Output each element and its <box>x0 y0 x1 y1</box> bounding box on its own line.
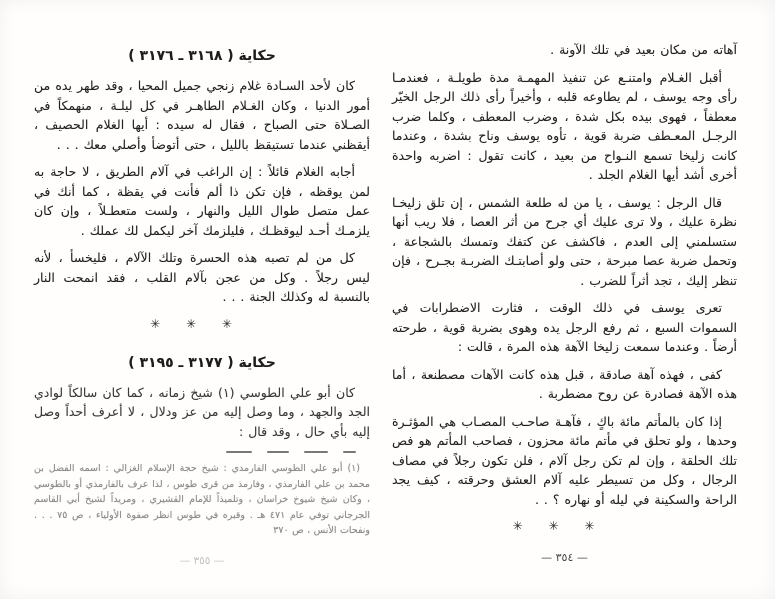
page-number: — ٣٥٥ — <box>179 554 225 567</box>
page-number: — ٣٥٤ — <box>541 551 588 564</box>
paragraph: كفى ، فهذه آهة صادقة ، قبل هذه كانت الآهات مصطنعة ، أما هذه الآهة فصادرة عن روح مضطربة . <box>392 366 737 401</box>
paragraph: كل من لم تصبه هذه الحسرة وتلك الآلام ، فليخسأ ، لأنه ليس رجلاً . وكل من عجن بآلام القلب ، فقد انمحت النار بالنسبة له وكذلك الجنة . . . <box>34 250 370 304</box>
paragraph: تعرى يوسف في ذلك الوقت ، فثارت الاضطرابات في السموات السبع ، ثم رفع الرجل يده وهوى بضربة قوية ، طرحته أرضاً . وعندما سمعت زليخا الآهة هذه المرة ، قالت : <box>392 300 737 354</box>
separator-dash <box>226 451 252 453</box>
stars-ornament-separator: ✳ ✳ ✳ <box>512 519 606 533</box>
paragraph-continuation: آهاته من مكان بعيد في تلك الآونة . <box>550 42 737 57</box>
stars-ornament-separator: ✳ ✳ ✳ <box>150 316 243 331</box>
paragraph: أقبل الغـلام وامتنـع عن تنفيذ المهمـة مدة طويلـة ، فعندمـا رأى وجه يوسف ، لم يطاوعه قلبه ، وأخيراً رأى ذلك الرجل الخيّر معطفاً ، فهوى بيده بكل شدة ، وضرب المعطف ، وكلما ضرب الرجـل المعـطف ضربة قوية ، تأوه يوسف وناح بشدة ، وعندما كانت زليخا تسمع النـواح من بعيد ، كانت تقول : اضربه واحدة أخرى أشد أيها الغلام الجلد . <box>392 69 737 182</box>
separator-dash <box>304 451 328 453</box>
story-title: حكاية ( ٣١٦٨ ـ ٣١٧٦ ) <box>128 48 276 64</box>
paragraph: كان لأحد السـادة غلام زنجي جميل المحيا ، وقد طهر يده من أمور الدنيا ، وكان الغـلام الطاهـر في كل ليلـة ، منهمكاً في الصـلاة حتى الصباح ، فقال له سيده : أيها الغلام الحصيف ، أيقظني عندما تستيقظ بالليل ، حتى أتوضأ وأصلي معك . . . <box>34 78 370 152</box>
footnote-separator <box>34 451 356 453</box>
footnote: (١) أبو علي الطوسي الفارمدي : شيخ حجة الإسلام الغزالي : اسمه الفضل بن محمد بن علي الفارمذي ، وفارمذ من قرى طوس ، لذا عرف بالفارمذي أو بالطوسي ، وكان شيخ شيوخ خراسان ، وتلميذاً للإمام القشيري ، ومريداً لشيخ أبي القاسم الجرجاني توفي عام ٤٧١ هـ . وقبره في طوس انظر صفوة الأولياء ، ص ٧٥ . . . ونفحات الأنس ، ص ٣٧٠ <box>34 463 370 536</box>
separator-dash <box>267 451 289 453</box>
paragraph: كان أبو علي الطوسي (١) شيخ زمانه ، كما كان سالكاً لوادي الجد والجهد ، وما وصل إليه من عز ودلال ، لا أعرف أحداً وصل إليه بأي حال ، وقد قال : <box>34 384 370 439</box>
paragraph: أجابه الغلام قائلاً : إن الراغب في آلام الطريق ، لا حاجة به لمن يوقظه ، فإن تكن ذا ألم فأنت في يقظة ، كما أنك في عمل متصل طوال الليل والنهار ، ولست متعطـلاً ، وإن كان يلزمـك أحـد ليوقظـك ، فليلزمك آخر ليكمل لك عملك . <box>34 164 370 238</box>
left-page <box>34 48 370 567</box>
right-page <box>392 40 737 564</box>
story-title: حكاية ( ٣١٧٧ ـ ٣١٩٥ ) <box>128 354 276 371</box>
paragraph: إذا كان بالمأتم مائة باكٍ ، فآهـة صاحـب المصـاب هي المؤثـرة وحدها ، ولو تحلق في مأتم مائة محزون ، فصاحب المأتم هو فص تلك الحلقة ، وإن لم تكن رجل آلام ، فلن تكون رجلاً في مصاف الرجال ، وكل من تسيطر عليه آلام العشق وحرقته ، كيف يجد الراحة والسكينة في ليله أو نهاره ؟ . . <box>392 413 737 507</box>
separator-dash <box>343 451 356 453</box>
paragraph: قال الرجل : يوسف ، يا من له طلعة الشمس ، إن تلق زليخـا نظرة عليك ، ولا ترى عليك أي جرح من أثر العصا ، فلا ريب أنها ستسلمني إلى العدم ، فاكشف عن كتفك وتمسك بالشجاعة ، وتحمل ضربة عصا مبرحة ، حتى ولو أصابتـك الضربـة بجـرح ، فإن تنظر إليك ، تجد أثراً للضرب . <box>392 194 737 288</box>
